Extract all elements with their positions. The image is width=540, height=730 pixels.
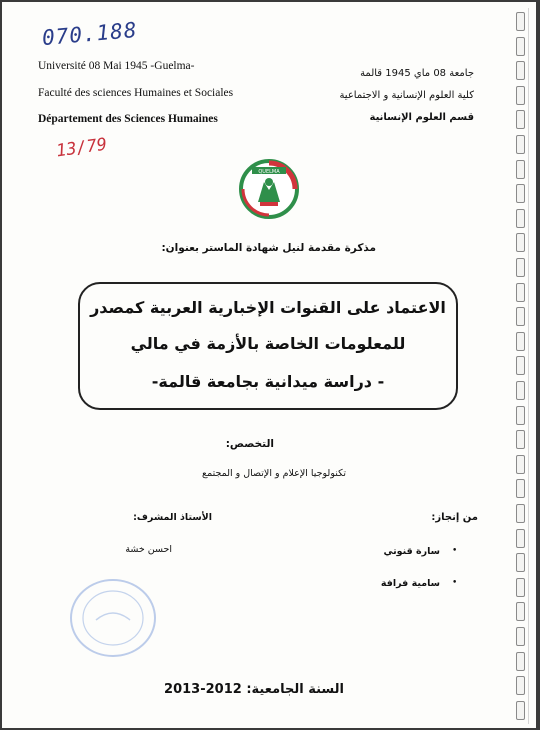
binder-hole — [516, 529, 525, 548]
official-stamp-icon — [68, 576, 158, 660]
students-label: من إنجاز: — [431, 512, 478, 523]
binder-hole — [516, 307, 525, 326]
binder-hole — [516, 356, 525, 375]
binder-hole — [516, 110, 525, 129]
binder-hole — [516, 233, 525, 252]
student-name-1: سارة قنوتي — [383, 546, 440, 557]
thesis-title-box — [78, 282, 458, 410]
supervisor-name: احسن خشة — [125, 544, 172, 555]
binder-hole — [516, 283, 525, 302]
binder-hole — [516, 430, 525, 449]
supervisor-label: الأستاذ المشرف: — [133, 512, 212, 523]
binder-hole — [516, 701, 525, 720]
svg-text:QUELMA: QUELMA — [258, 169, 280, 175]
department-name-fr: Département des Sciences Humaines — [38, 113, 218, 125]
student-bullet-1: • — [452, 546, 458, 556]
binder-hole — [516, 602, 525, 621]
binder-hole — [516, 553, 525, 572]
binder-hole — [516, 479, 525, 498]
binder-hole — [516, 381, 525, 400]
binder-hole — [516, 627, 525, 646]
faculty-name-fr: Faculté des sciences Humaines et Sociales — [38, 87, 234, 99]
binder-hole — [516, 160, 525, 179]
memo-intro: مذكرة مقدمة لنيل شهادة الماستر بعنوان: — [161, 242, 376, 254]
binder-hole — [516, 258, 525, 277]
specialization-value: تكنولوجيا الإعلام و الإتصال و المجتمع — [202, 468, 346, 479]
thesis-title-line-1: الاعتماد على القنوات الإخبارية العربية كمصدر — [90, 298, 446, 317]
binder-hole — [516, 135, 525, 154]
student-bullet-2: • — [452, 578, 458, 588]
university-logo-icon — [238, 158, 300, 220]
binder-hole — [516, 455, 525, 474]
binder-hole — [516, 332, 525, 351]
binder-hole — [516, 578, 525, 597]
binder-hole — [516, 12, 525, 31]
binder-hole — [516, 209, 525, 228]
binder-holes — [508, 8, 534, 724]
thesis-title-line-2: للمعلومات الخاصة بالأزمة في مالي — [130, 334, 406, 353]
university-name-fr: Université 08 Mai 1945 -Guelma- — [38, 60, 195, 72]
university-name-ar: جامعة 08 ماي 1945 قالمة — [360, 68, 474, 79]
specialization-label: التخصص: — [225, 438, 274, 450]
faculty-name-ar: كلية العلوم الإنسانية و الاجتماعية — [339, 90, 474, 101]
binder-hole — [516, 37, 525, 56]
handwritten-top-number: 070.188 — [41, 17, 139, 51]
binder-hole — [516, 184, 525, 203]
department-name-ar: قسم العلوم الإنسانية — [369, 112, 474, 123]
binder-hole — [516, 61, 525, 80]
academic-year: السنة الجامعية: 2012-2013 — [164, 682, 344, 697]
binder-hole — [516, 676, 525, 695]
student-name-2: سامية فرافة — [380, 578, 440, 589]
binder-hole — [516, 406, 525, 425]
binder-hole — [516, 504, 525, 523]
handwritten-side-number: 13/79 — [54, 134, 109, 162]
thesis-title-line-3: - دراسة ميدانية بجامعة قالمة- — [151, 372, 385, 391]
binder-hole — [516, 86, 525, 105]
binder-hole — [516, 652, 525, 671]
document-page — [2, 2, 536, 728]
